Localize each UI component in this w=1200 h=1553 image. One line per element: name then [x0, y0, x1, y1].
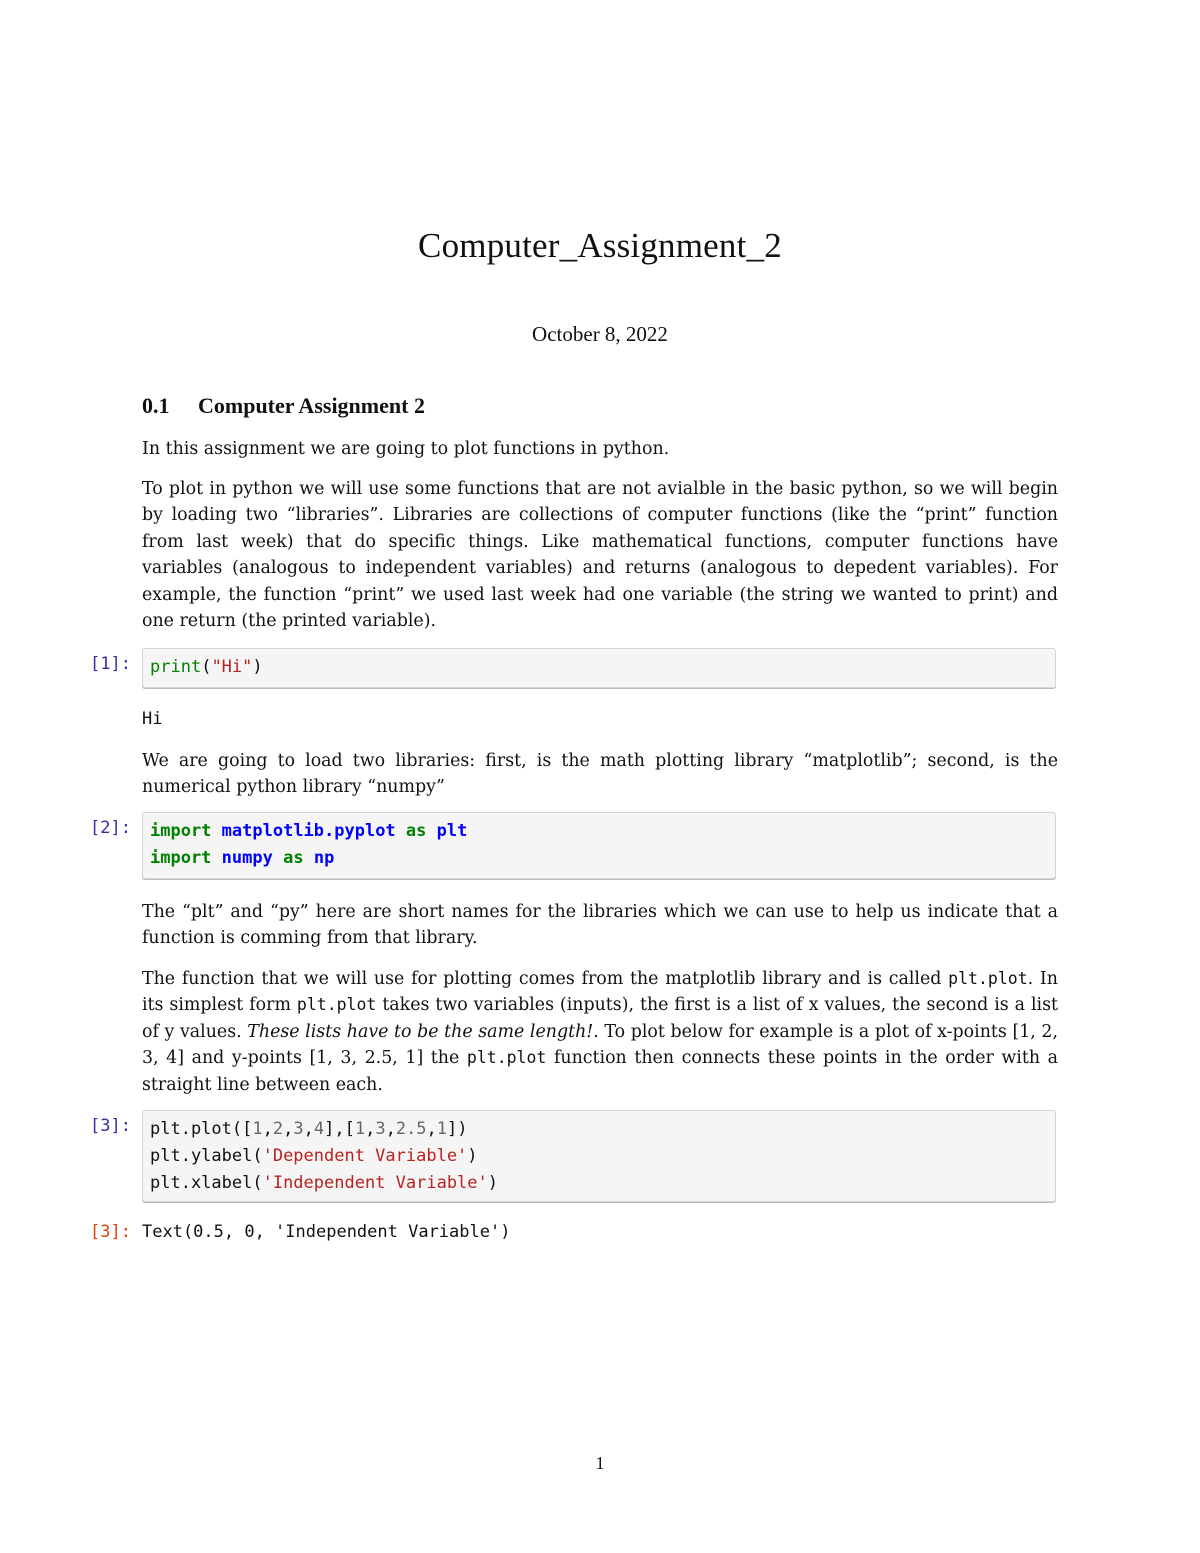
- plot-function-paragraph: [142, 966, 1058, 1098]
- short-names-paragraph: The “plt” and “py” here are short names for the libraries which we can use to help us indicate that a function is comming from that library.: [142, 902, 1058, 949]
- cell-3-output-prompt: [3]:: [90, 1222, 131, 1242]
- para-text: function then connects these points in the order with a straight line between each.: [142, 1048, 1059, 1095]
- code-token: print: [150, 657, 202, 677]
- code-token: 4: [313, 1119, 325, 1139]
- code-token: 3: [293, 1119, 304, 1139]
- inline-code: plt.plot: [948, 969, 1028, 988]
- code-token: import: [150, 821, 212, 841]
- code-token: ,: [426, 1119, 437, 1139]
- code-token: ]): [447, 1119, 468, 1139]
- cell-1-prompt: [1]:: [90, 654, 131, 674]
- para-text: . In its simplest form: [142, 969, 1058, 1016]
- section-title: Computer Assignment 2: [198, 393, 425, 418]
- code-token: numpy: [221, 848, 273, 868]
- code-token: 1: [252, 1119, 263, 1139]
- code-token: 1: [354, 1119, 366, 1139]
- document-date: October 8, 2022: [532, 322, 668, 346]
- code-token: plt.ylabel(: [150, 1146, 263, 1166]
- section-number: 0.1: [142, 393, 170, 418]
- inline-code: plt.plot: [466, 1048, 547, 1068]
- code-cell-3[interactable]: [142, 1110, 1056, 1202]
- code-token: ): [252, 657, 263, 677]
- inline-code: plt.plot: [296, 995, 377, 1015]
- code-token: ,: [303, 1119, 314, 1139]
- section-heading: [142, 393, 425, 419]
- code-token: ,: [262, 1119, 273, 1139]
- emphasis-text: These lists have to be the same length!: [247, 1021, 594, 1042]
- code-token: plt.plot([: [150, 1119, 253, 1139]
- code-cell-2[interactable]: [142, 812, 1056, 879]
- code-token: 2: [272, 1119, 284, 1139]
- code-token: ,: [283, 1119, 294, 1139]
- cell-3-prompt: [3]:: [90, 1116, 131, 1136]
- code-token: plt: [436, 821, 468, 841]
- code-token: ,: [365, 1119, 376, 1139]
- code-token: as: [405, 821, 427, 841]
- para-text: The function that we will use for plotting comes from the matplotlib library and is called: [142, 969, 949, 989]
- code-token: plt.xlabel(: [150, 1173, 263, 1193]
- code-token: ): [487, 1173, 499, 1193]
- cell-1-output: Hi: [142, 709, 163, 729]
- para-text: takes two variables (inputs), the first is a list of x values, the second is a list of y values.: [142, 995, 1058, 1042]
- code-token: "Hi": [211, 657, 253, 677]
- code-token: 'Independent Variable': [262, 1173, 488, 1193]
- intro-paragraph: In this assignment we are going to plot functions in python.: [142, 439, 670, 459]
- load-libraries-paragraph: We are going to load two libraries: first, is the math plotting library “matplotlib”; second, is the numerical python library “numpy”: [142, 751, 1058, 798]
- code-token: ): [467, 1146, 478, 1166]
- code-token: (: [201, 657, 212, 677]
- code-token: 'Dependent Variable': [262, 1146, 468, 1166]
- libraries-paragraph: To plot in python we will use some functions that are not avialble in the basic python, so we will begin by loading two “libraries”. Libraries are collections of computer functions (like the “print” function from last week) that do specific things. Like mathematical functions, computer functions have variables (analogous to independent variables) and returns (analogous to depedent variables). For example, the function “print” we used last week had one variable (the string we wanted to print) and one return (the printed variable).: [142, 479, 1058, 632]
- code-token: 3: [375, 1119, 386, 1139]
- code-token: np: [313, 848, 335, 868]
- code-token: import: [150, 848, 212, 868]
- code-token: ],[: [324, 1119, 355, 1139]
- code-cell-1[interactable]: [142, 648, 1056, 688]
- para-text: . To plot below for example is a plot of x-points [1, 2, 3, 4] and y-points [1, 3, 2.5, 1] the: [142, 1021, 1059, 1069]
- cell-2-prompt: [2]:: [90, 818, 131, 838]
- page-number: 1: [595, 1453, 605, 1473]
- code-token: ,: [385, 1119, 396, 1139]
- code-token: as: [283, 848, 304, 868]
- document-title: Computer_Assignment_2: [418, 226, 782, 265]
- cell-3-output: Text(0.5, 0, 'Independent Variable'): [142, 1222, 511, 1242]
- code-token: 2.5: [395, 1119, 427, 1139]
- code-token: 1: [436, 1119, 448, 1139]
- code-token: matplotlib.pyplot: [221, 821, 396, 841]
